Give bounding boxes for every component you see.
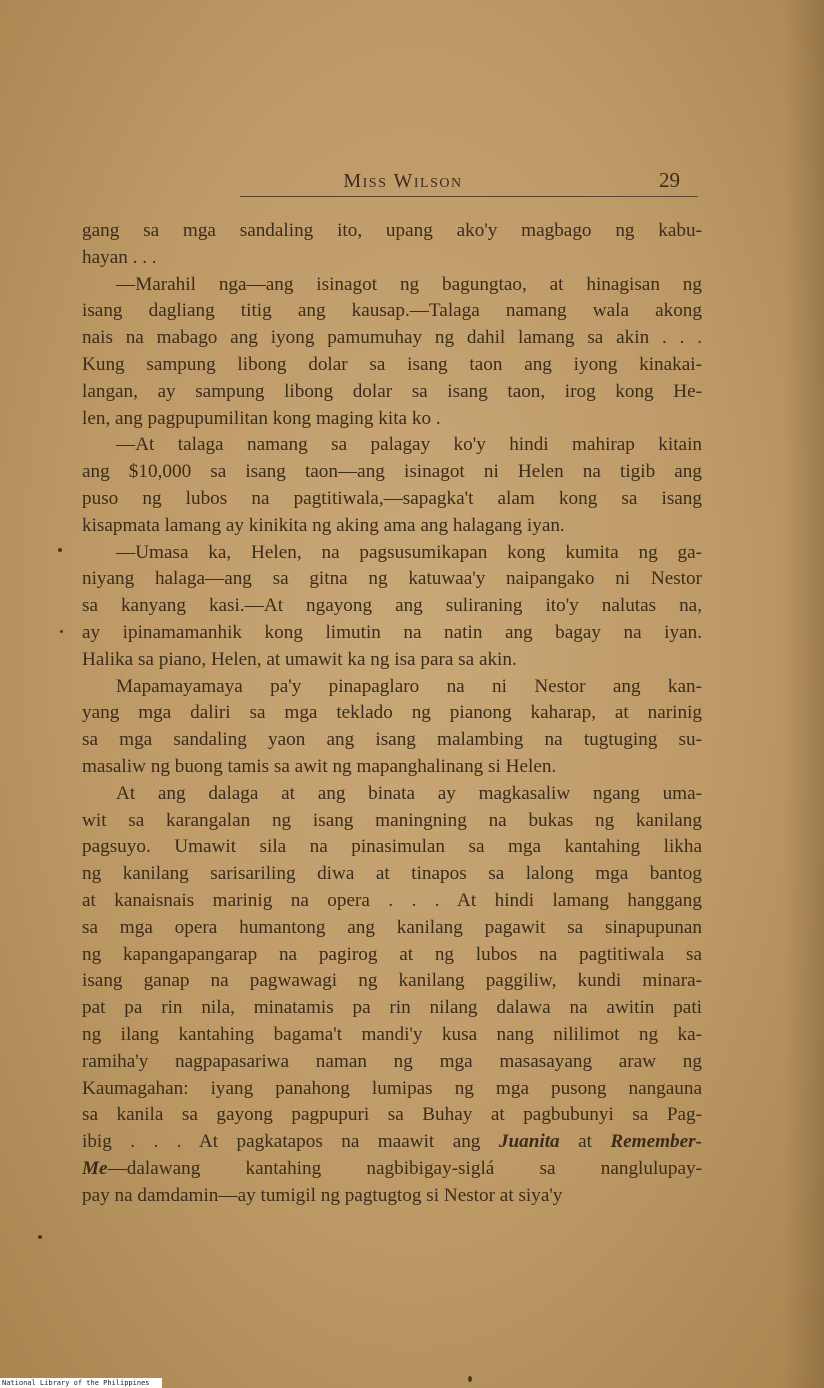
text-line: ng kapangapangarap na pagirog at ng lubos na pagtitiwala sa	[82, 943, 702, 965]
text-line: at kanaisnais marinig na opera . . . At hindi lamang hanggang	[82, 889, 702, 911]
text-line: sa kanyang kasi.—At ngayong ang suliraning ito'y nalutas na,	[82, 595, 702, 617]
text-line: isang dagliang titig ang kausap.—Talaga namang wala akong	[82, 300, 702, 322]
ink-speck	[60, 630, 63, 633]
text-line: At ang dalaga at ang binata ay magkasaliw ngang uma-	[116, 782, 702, 804]
text-line: sa mga opera humantong ang kanilang pagawit sa sinapupunan	[82, 916, 702, 938]
song-title-remember-me: Remember-	[610, 1131, 702, 1153]
text-line: len, ang pagpupumilitan kong maging kita ko .	[82, 407, 441, 429]
text-segment: —dalawang kantahing nagbibigay-siglá sa nanglulupay-	[107, 1157, 702, 1179]
text-line: isang ganap na pagwawagi ng kanilang paggiliw, kundi minara-	[82, 970, 702, 992]
header-rule	[240, 196, 698, 197]
text-line: Kung sampung libong dolar sa isang taon ang iyong kinakai-	[82, 353, 702, 375]
text-line: puso ng lubos na pagtitiwala,—sapagka't alam kong sa isang	[82, 487, 702, 509]
text-line: ang $10,000 sa isang taon—ang isinagot ni Helen na tigib ang	[82, 461, 702, 483]
text-line: ay ipinamamanhik kong limutin na natin ang bagay na iyan.	[82, 621, 702, 643]
text-line: ng kanilang sarisariling diwa at tinapos sa lalong mga bantog	[82, 863, 702, 885]
text-line: ramiha'y nagpapasariwa naman ng mga masasayang araw ng	[82, 1050, 702, 1072]
text-line: —At talaga namang sa palagay ko'y hindi mahirap kitain	[116, 434, 702, 456]
running-head	[108, 168, 698, 198]
text-line: Mapamayamaya pa'y pinapaglaro na ni Nestor ang kan-	[116, 675, 702, 697]
text-line: pat pa rin nila, minatamis pa rin nilang dalawa na awitin pati	[82, 997, 702, 1019]
ink-speck	[468, 1376, 472, 1382]
body-text	[82, 218, 702, 1209]
text-line: gang sa mga sandaling ito, upang ako'y magbago ng kabu-	[82, 220, 702, 241]
song-title-juanita: Juanita	[498, 1131, 560, 1153]
text-line: pagsuyo. Umawit sila na pinasimulan sa mga kantahing likha	[82, 836, 702, 858]
text-line: nais na mabago ang iyong pamumuhay ng dahil lamang sa akin . . .	[82, 327, 702, 349]
text-segment: at	[559, 1131, 611, 1153]
text-line: kisapmata lamang ay kinikita ng aking ama ang halagang iyan.	[82, 514, 565, 536]
text-line	[82, 1156, 702, 1183]
text-line: sa mga sandaling yaon ang isang malambing na tugtuging su-	[82, 729, 702, 751]
song-title-remember-me-cont: Me	[82, 1157, 108, 1179]
text-line: ng ilang kantahing bagama't mandi'y kusa nang nililimot ng ka-	[82, 1023, 702, 1045]
text-line: pay na damdamin—ay tumigil ng pagtugtog si Nestor at siya'y	[82, 1184, 563, 1206]
text-line: —Umasa ka, Helen, na pagsusumikapan kong kumita ng ga-	[116, 541, 702, 563]
page-number: 29	[659, 168, 680, 192]
library-credit: National Library of the Philippines	[0, 1378, 162, 1388]
text-line: sa kanila sa gayong pagpupuri sa Buhay at pagbubunyi sa Pag-	[82, 1104, 702, 1126]
text-line: langan, ay sampung libong dolar sa isang taon, irog kong He-	[82, 380, 702, 402]
text-segment: ibig . . . At pagkatapos na maawit ang	[82, 1131, 481, 1153]
text-line: wit sa karangalan ng isang maningning na bukas ng kanilang	[82, 809, 702, 831]
ink-speck	[58, 548, 62, 552]
running-title: Miss Wilson	[343, 170, 463, 192]
text-line: masaliw ng buong tamis sa awit ng mapanghalinang si Helen.	[82, 755, 557, 777]
text-line	[82, 1129, 702, 1156]
text-line: Kaumagahan: iyang panahong lumipas ng mga pusong nangauna	[82, 1077, 702, 1099]
text-line: hayan . . .	[82, 246, 157, 268]
text-line: Halika sa piano, Helen, at umawit ka ng isa para sa akin.	[82, 648, 517, 670]
text-line: niyang halaga—ang sa gitna ng katuwaa'y naipangako ni Nestor	[82, 568, 702, 590]
ink-speck	[38, 1235, 42, 1239]
page-edge-shadow	[784, 0, 824, 1388]
text-line: yang mga daliri sa mga teklado ng pianong kaharap, at narinig	[82, 702, 702, 724]
text-line: —Marahil nga—ang isinagot ng bagungtao, at hinagisan ng	[116, 273, 702, 295]
